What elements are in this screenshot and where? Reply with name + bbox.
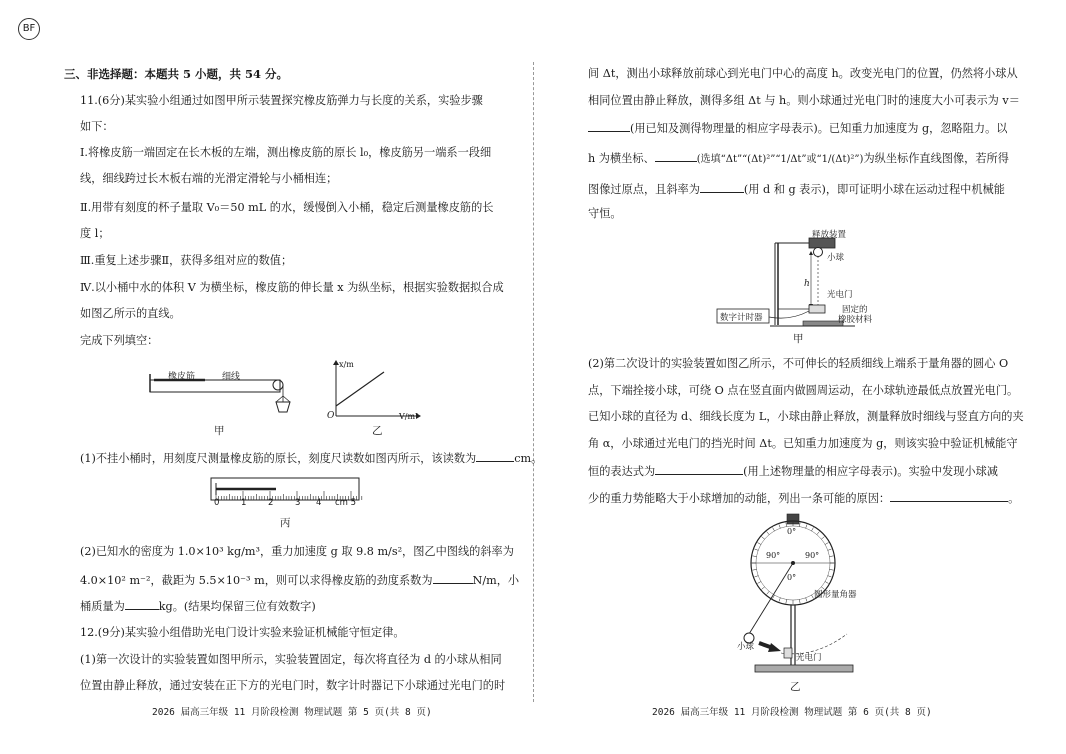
fig-yi-caption: 乙 [372, 425, 383, 437]
answer-blank-expression[interactable] [655, 463, 743, 475]
q11-line1: 11.(6分)某实验小组通过如图甲所示装置探究橡皮筋弹力与长度的关系，实验步骤 [80, 94, 483, 107]
ruler-tick-0: 0 [214, 498, 220, 508]
dial-tick-mark [767, 591, 770, 594]
photogate [809, 305, 825, 313]
label-release: 释放装置 [812, 230, 847, 240]
q12-line1: 12.(9分)某实验小组借助光电门设计实验来验证机械能守恒定律。 [80, 626, 405, 639]
label-rubber-band: 橡皮筋 [168, 372, 196, 382]
r-p1-line4-pre: h 为横坐标、 [588, 152, 655, 165]
dial-tick-mark [754, 576, 758, 577]
answer-blank-slope[interactable] [700, 181, 744, 193]
r-p2-line5 [588, 463, 998, 479]
fit-line [336, 372, 384, 406]
dial-tick-mark [754, 549, 758, 550]
q11-sub2-line1: (2)已知水的密度为 1.0×10³ kg/m³，重力加速度 g 取 9.8 m/s²，图乙中图线的斜率为 [80, 545, 514, 558]
fig-bing-caption: 丙 [280, 517, 291, 529]
dial-tick-mark [806, 524, 807, 528]
dial-tick-mark [757, 543, 760, 545]
dial-tick-mark [786, 523, 787, 527]
exam-logo: BF [18, 18, 40, 40]
r-p2-line6-pre: 少的重力势能略大于小球增加的动能，列出一条可能的原因： [588, 492, 891, 505]
right-footer: 2026 届高三年级 11 月阶段检测 物理试题 第 6 页(共 8 页) [652, 707, 932, 718]
ruler-tick-labels [210, 498, 360, 510]
q11-step4a: Ⅳ.以小桶中水的体积 V 为横坐标，橡皮筋的伸长量 x 为纵坐标，根据实验数据拟合成 [80, 281, 504, 294]
ruler-tick-2: 2 [268, 498, 274, 508]
r-p1-line3 [588, 120, 1007, 136]
q11-sub2-unit2: kg。(结果均保留三位有效数字) [158, 600, 316, 613]
dial-tick-mark [762, 537, 765, 540]
fig-jia-caption: 甲 [214, 425, 225, 437]
q11-sub2-text2: 桶质量为 [80, 600, 125, 613]
dial-tick-mark [753, 569, 757, 570]
q11-line2: 如下： [80, 120, 114, 133]
dial-tick-mark [773, 527, 775, 530]
answer-blank-bucket-mass[interactable] [125, 598, 159, 610]
q11-sub2-text: 4.0×10² m⁻²，截距为 5.5×10⁻³ m，则可以求得橡皮筋的劲度系数为 [80, 574, 433, 587]
q11-step4b: 如图乙所示的直线。 [80, 307, 181, 320]
graph-origin: O [327, 411, 335, 421]
r-p1-line6: 守恒。 [588, 207, 622, 220]
answer-blank-spring-constant[interactable] [433, 572, 473, 584]
q11-sub2-unit: N/m，小 [472, 574, 520, 587]
answer-blank-reason[interactable] [890, 490, 1008, 502]
q11-sub1 [80, 450, 542, 466]
label-h: h [804, 279, 810, 289]
dial-tick-mark [829, 556, 833, 557]
base [755, 665, 853, 672]
graph-x-label: V/m³ [399, 412, 419, 421]
dial-tick-mark [786, 599, 787, 603]
r-p2-line5-pre: 恒的表达式为 [588, 465, 656, 478]
dial-tick-mark [825, 543, 828, 545]
fig-jia-right-caption: 甲 [793, 333, 804, 345]
r-p2-line4: 角 α，小球通过光电门的挡光时间 Δt。已知重力加速度为 g，则该实验中验证机械能守 [588, 437, 1018, 450]
label-protractor: 圆形量角器 [814, 590, 857, 600]
label-gate-jia: 光电门 [827, 290, 853, 300]
q11-step2a: Ⅱ.用带有刻度的杯子量取 V₀＝50 mL 的水，缓慢倒入小桶，稳定后测量橡皮筋的长 [80, 201, 494, 214]
q11-step1a: Ⅰ.将橡皮筋一端固定在长木板的左端，测出橡皮筋的原长 l₀，橡皮筋另一端系一段细 [80, 146, 492, 159]
dial-tick-mark [821, 537, 824, 540]
dial-left-90: 90° [766, 551, 781, 560]
r-p2-line6-post: 。 [1008, 492, 1020, 505]
dial-tick-mark [767, 532, 770, 535]
left-footer: 2026 届高三年级 11 月阶段检测 物理试题 第 5 页(共 8 页) [152, 707, 432, 718]
column-divider [533, 62, 534, 702]
q12-sub1-line2: 位置由静止释放，通过安装在正下方的光电门时，数字计时器记下小球通过光电门的时 [80, 679, 506, 692]
answer-blank-length[interactable] [476, 450, 514, 462]
dial-tick-mark [828, 549, 832, 550]
dial-right-90: 90° [805, 551, 820, 560]
graph-y-label: x/m [339, 360, 354, 369]
r-p1-line4-post: 为纵坐标作直线图像，若所得 [863, 152, 1009, 165]
ruler-tick-4: 4 [316, 498, 322, 508]
fig-yi-right-caption: 乙 [790, 681, 801, 693]
dial-tick-mark [762, 587, 765, 590]
dial-tick-mark [799, 599, 800, 603]
q11-sub2-line3 [80, 598, 316, 614]
dial-tick-mark [779, 524, 780, 528]
label-fixed: 固定的 [842, 305, 868, 315]
q11-sub2-line2 [80, 572, 519, 588]
dial-tick-mark [757, 582, 760, 584]
ruler-tick-5: cm 5 [335, 498, 357, 508]
answer-blank-ordinate[interactable] [655, 150, 697, 162]
q11-sub1-unit: cm。 [514, 452, 543, 465]
dial-tick-mark [829, 569, 833, 570]
dial-tick-mark [779, 598, 780, 602]
r-p1-line4-options: (选填“Δt”“(Δt)²”“1/Δt”或“1/(Δt)²”) [696, 154, 864, 165]
section-title: 三、非选择题：本题共 5 小题，共 54 分。 [64, 67, 289, 81]
q11-step1b: 线，细线跨过长木板右端的光滑定滑轮与小桶相连； [80, 172, 338, 185]
dial-tick-mark [806, 598, 807, 602]
label-string: 细线 [222, 372, 241, 382]
ruler-tick-3: 3 [295, 498, 301, 508]
ruler-tick-1: 1 [241, 498, 247, 508]
label-timer: 数字计时器 [720, 313, 763, 323]
dial-tick-mark [817, 532, 820, 535]
r-p1-line5-pre: 图像过原点，且斜率为 [588, 183, 700, 196]
q12-sub1-line1: (1)第一次设计的实验装置如图甲所示，实验装置固定，每次将直径为 d 的小球从相同 [80, 653, 502, 666]
dial-tick-mark [825, 582, 828, 584]
rubber-pad [803, 321, 843, 326]
q11-step3: Ⅲ.重复上述步骤Ⅱ，获得多组对应的数值； [80, 254, 293, 267]
ball [814, 248, 823, 257]
q11-step2b: 度 l； [80, 227, 110, 240]
r-p2-line1: (2)第二次设计的实验装置如图乙所示，不可伸长的轻质细线上端系于量角器的圆心 O [588, 357, 1009, 370]
r-p1-line2: 相同位置由静止释放，测得多组 Δt 与 h。则小球通过光电门时的速度大小可表示为 v＝ [588, 94, 1020, 107]
r-p1-line5-post: (用 d 和 g 表示)，即可证明小球在运动过程中机械能 [743, 183, 1005, 196]
label-gate-yi: 光电门 [796, 653, 822, 663]
r-p2-line6 [588, 490, 1019, 506]
label-rubber-material: 橡胶材料 [838, 315, 873, 325]
r-p2-line3: 已知小球的直径为 d、细线长度为 L，小球由静止释放，测量释放时细线与竖直方向的夹 [588, 410, 1024, 423]
dial-zero-top: 0° [787, 527, 797, 536]
dial-tick-mark [799, 523, 800, 527]
q11-fill-in: 完成下列填空： [80, 334, 159, 347]
r-p1-line5 [588, 181, 1005, 197]
dial-zero-bottom: 0° [787, 573, 797, 582]
dial-tick-mark [753, 556, 757, 557]
r-p1-line1: 间 Δt，测出小球释放前球心到光电门中心的高度 h。改变光电门的位置，仍然将小球从 [588, 67, 1018, 80]
r-p2-line5-post: (用上述物理量的相应字母表示)。实验中发现小球减 [743, 465, 998, 478]
dial-tick-mark [812, 527, 814, 530]
dial-tick-mark [828, 576, 832, 577]
answer-blank-velocity[interactable] [588, 120, 630, 132]
label-ball-yi: 小球 [737, 642, 755, 652]
photogate-yi [784, 648, 792, 658]
r-p2-line2: 点，下端拴接小球，可绕 O 点在竖直面内做圆周运动，在小球轨迹最低点放置光电门。 [588, 384, 1019, 397]
r-p1-line4 [588, 150, 1009, 167]
r-p1-line3-text: (用已知及测得物理量的相应字母表示)。已知重力加速度为 g，忽略阻力。以 [630, 122, 1008, 135]
label-ball-jia: 小球 [827, 253, 845, 263]
q11-sub1-text: (1)不挂小桶时，用刻度尺测量橡皮筋的原长，刻度尺读数如图丙所示，该读数为 [80, 452, 477, 465]
